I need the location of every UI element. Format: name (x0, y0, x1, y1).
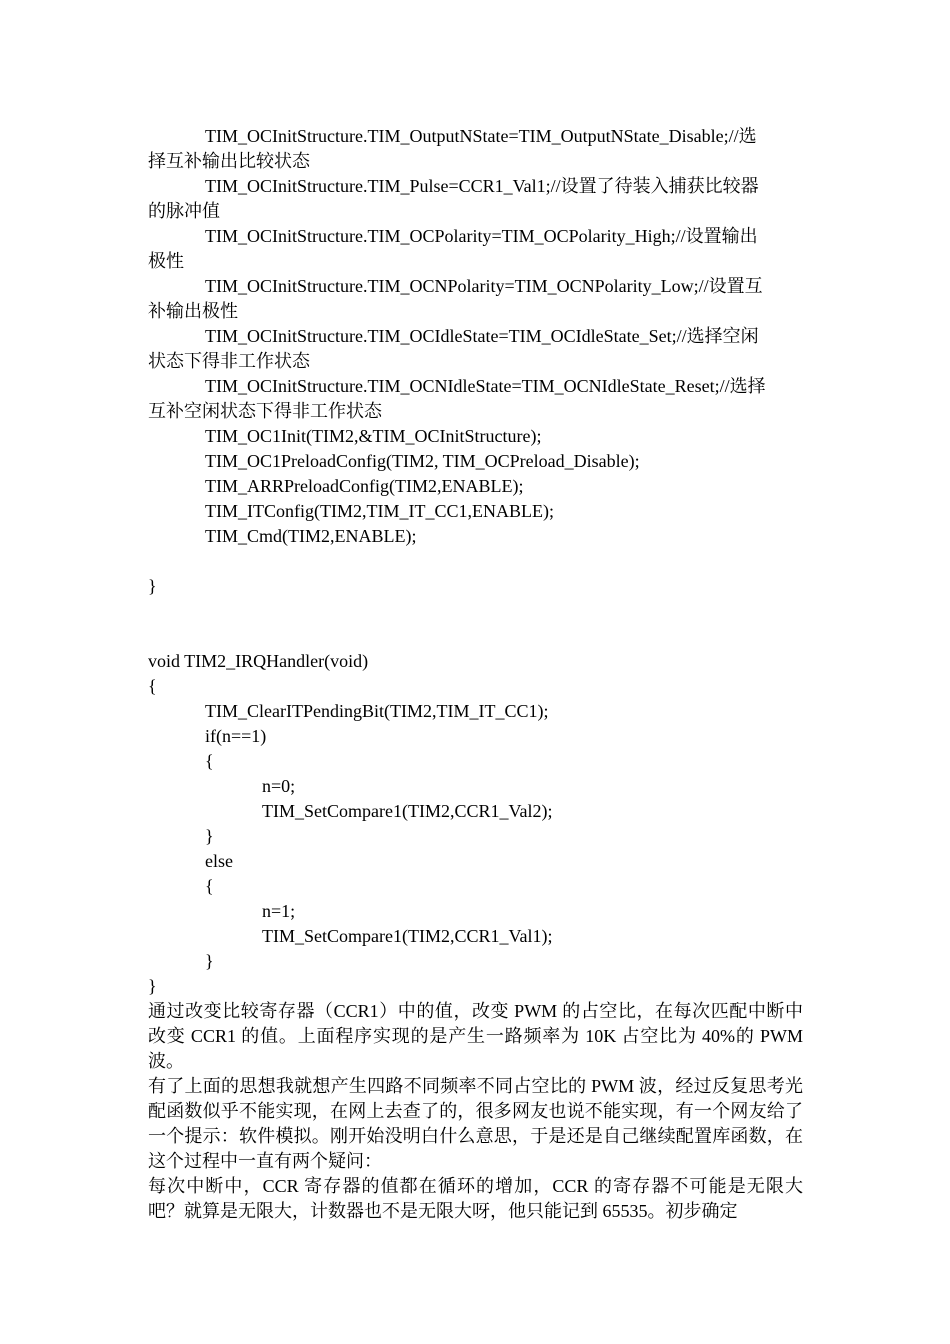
code-line: TIM_OCInitStructure.TIM_Pulse=CCR1_Val1;//设置了待装入捕获比较器 (205, 176, 759, 196)
code-line: } (148, 576, 157, 596)
code-line: TIM_OC1PreloadConfig(TIM2, TIM_OCPreload_Disable); (205, 451, 640, 471)
code-line: TIM_SetCompare1(TIM2,CCR1_Val1); (262, 926, 553, 946)
code-line: } (205, 951, 214, 971)
code-line: TIM_Cmd(TIM2,ENABLE); (205, 526, 417, 546)
code-line (148, 599, 803, 624)
code-line: 互补空闲状态下得非工作状态 (148, 401, 382, 421)
code-line: TIM_OCInitStructure.TIM_OCIdleState=TIM_OCIdleState_Set;//选择空闲 (205, 326, 759, 346)
code-line: if(n==1) (205, 726, 267, 746)
code-line: TIM_OC1Init(TIM2,&TIM_OCInitStructure); (205, 426, 542, 446)
code-line: { (148, 676, 157, 696)
code-line: n=0; (262, 776, 296, 796)
code-line (148, 624, 803, 649)
code-line: n=1; (262, 901, 296, 921)
code-line: TIM_ClearITPendingBit(TIM2,TIM_IT_CC1); (205, 701, 549, 721)
code-line: TIM_SetCompare1(TIM2,CCR1_Val2); (262, 801, 553, 821)
code-line: { (205, 876, 214, 896)
code-line: void TIM2_IRQHandler(void) (148, 651, 369, 671)
body-paragraph: 每次中断中，CCR 寄存器的值都在循环的增加，CCR 的寄存器不可能是无限大吧？就算是无限大，计数器也不是无限大呀，他只能记到 65535。初步确定 (148, 1176, 803, 1221)
code-line: { (205, 751, 214, 771)
code-line: 补输出极性 (148, 301, 238, 321)
body-paragraph: 有了上面的思想我就想产生四路不同频率不同占空比的 PWM 波，经过反复思考光配函数似乎不能实现，在网上去查了的，很多网友也说不能实现，有一个网友给了一个提示：软件模拟。刚开始没明白什么意思，于是还是自己继续配置库函数，在这个过程中一直有两个疑问： (148, 1076, 803, 1171)
code-line: } (148, 976, 157, 996)
code-line: } (205, 826, 214, 846)
code-line: TIM_ITConfig(TIM2,TIM_IT_CC1,ENABLE); (205, 501, 554, 521)
body-paragraph: 通过改变比较寄存器（CCR1）中的值，改变 PWM 的占空比，在每次匹配中断中改变 CCR1 的值。上面程序实现的是产生一路频率为 10K 占空比为 40%的 PWM 波。 (148, 1001, 803, 1071)
code-line: 择互补输出比较状态 (148, 151, 310, 171)
text-paragraphs (148, 999, 803, 1224)
code-line: TIM_OCInitStructure.TIM_OCPolarity=TIM_OCPolarity_High;//设置输出 (205, 226, 758, 246)
code-line: TIM_OCInitStructure.TIM_OutputNState=TIM_OutputNState_Disable;//选 (205, 126, 757, 146)
code-block (148, 124, 803, 999)
code-line: TIM_OCInitStructure.TIM_OCNPolarity=TIM_OCNPolarity_Low;//设置互 (205, 276, 763, 296)
code-line: 状态下得非工作状态 (148, 351, 310, 371)
code-line: TIM_OCInitStructure.TIM_OCNIdleState=TIM_OCNIdleState_Reset;//选择 (205, 376, 766, 396)
code-line: else (205, 851, 233, 871)
code-line: TIM_ARRPreloadConfig(TIM2,ENABLE); (205, 476, 524, 496)
code-line: 的脉冲值 (148, 201, 220, 221)
document-body (148, 124, 803, 1224)
code-line (148, 549, 803, 574)
code-line: 极性 (148, 251, 184, 271)
